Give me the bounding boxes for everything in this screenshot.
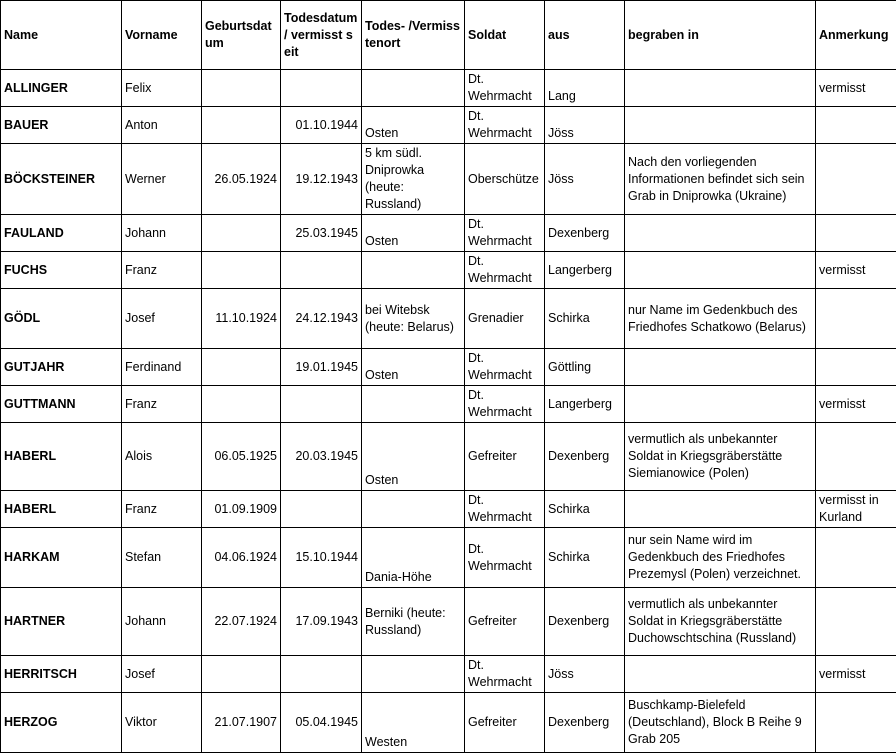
cell-soldat: Dt. Wehrmacht <box>465 215 545 252</box>
cell-begraben <box>625 215 816 252</box>
header-begraben: begraben in <box>625 1 816 70</box>
cell-soldat: Dt. Wehrmacht <box>465 528 545 588</box>
cell-aus: Lang <box>545 70 625 107</box>
table-row <box>1 107 896 144</box>
cell-aus: Langerberg <box>545 386 625 423</box>
cell-ort <box>362 70 465 107</box>
cell-aus: Jöss <box>545 107 625 144</box>
cell-begraben <box>625 252 816 289</box>
cell-geburt <box>202 656 281 693</box>
cell-geburt <box>202 349 281 386</box>
header-row <box>1 1 896 70</box>
cell-vorname: Viktor <box>122 693 202 753</box>
cell-ort: bei Witebsk (heute: Belarus) <box>362 289 465 349</box>
cell-soldat: Dt. Wehrmacht <box>465 107 545 144</box>
cell-vorname: Josef <box>122 289 202 349</box>
cell-begraben: nur sein Name wird im Gedenkbuch des Friedhofes Prezemysl (Polen) verzeichnet. <box>625 528 816 588</box>
cell-name: HABERL <box>1 491 122 528</box>
cell-vorname: Anton <box>122 107 202 144</box>
cell-name: GUTTMANN <box>1 386 122 423</box>
cell-name: GUTJAHR <box>1 349 122 386</box>
cell-geburt: 04.06.1924 <box>202 528 281 588</box>
table-row <box>1 423 896 491</box>
cell-anmerkung <box>816 528 896 588</box>
cell-begraben <box>625 656 816 693</box>
cell-soldat: Dt. Wehrmacht <box>465 349 545 386</box>
cell-aus: Göttling <box>545 349 625 386</box>
cell-geburt: 01.09.1909 <box>202 491 281 528</box>
cell-tod: 25.03.1945 <box>281 215 362 252</box>
table-row <box>1 215 896 252</box>
cell-geburt: 21.07.1907 <box>202 693 281 753</box>
header-soldat: Soldat <box>465 1 545 70</box>
table-row <box>1 144 896 215</box>
cell-ort: Osten <box>362 107 465 144</box>
cell-tod <box>281 656 362 693</box>
cell-vorname: Johann <box>122 588 202 656</box>
cell-tod: 05.04.1945 <box>281 693 362 753</box>
cell-ort <box>362 656 465 693</box>
cell-tod: 17.09.1943 <box>281 588 362 656</box>
cell-name: HERRITSCH <box>1 656 122 693</box>
cell-name: FUCHS <box>1 252 122 289</box>
header-vorname: Vorname <box>122 1 202 70</box>
cell-begraben <box>625 349 816 386</box>
cell-begraben <box>625 491 816 528</box>
table-row <box>1 528 896 588</box>
cell-geburt: 26.05.1924 <box>202 144 281 215</box>
cell-name: FAULAND <box>1 215 122 252</box>
cell-soldat: Gefreiter <box>465 423 545 491</box>
cell-ort: 5 km südl. Dniprowka (heute: Russland) <box>362 144 465 215</box>
cell-anmerkung <box>816 289 896 349</box>
cell-ort <box>362 252 465 289</box>
cell-ort: Berniki (heute: Russland) <box>362 588 465 656</box>
cell-ort: Osten <box>362 423 465 491</box>
header-todesort: Todes- /Vermisstenort <box>362 1 465 70</box>
cell-aus: Dexenberg <box>545 215 625 252</box>
cell-anmerkung <box>816 423 896 491</box>
cell-name: BAUER <box>1 107 122 144</box>
header-anmerkung: Anmerkung <box>816 1 896 70</box>
cell-soldat: Gefreiter <box>465 588 545 656</box>
cell-geburt: 22.07.1924 <box>202 588 281 656</box>
cell-geburt <box>202 107 281 144</box>
cell-soldat: Dt. Wehrmacht <box>465 656 545 693</box>
cell-soldat: Oberschütze <box>465 144 545 215</box>
cell-anmerkung <box>816 144 896 215</box>
cell-tod <box>281 70 362 107</box>
table-row <box>1 386 896 423</box>
cell-aus: Jöss <box>545 144 625 215</box>
cell-aus: Dexenberg <box>545 423 625 491</box>
cell-geburt <box>202 215 281 252</box>
cell-name: ALLINGER <box>1 70 122 107</box>
table-row <box>1 349 896 386</box>
cell-ort: Osten <box>362 349 465 386</box>
cell-soldat: Dt. Wehrmacht <box>465 386 545 423</box>
cell-vorname: Johann <box>122 215 202 252</box>
cell-soldat: Dt. Wehrmacht <box>465 491 545 528</box>
cell-begraben <box>625 107 816 144</box>
cell-tod: 24.12.1943 <box>281 289 362 349</box>
cell-aus: Jöss <box>545 656 625 693</box>
cell-soldat: Dt. Wehrmacht <box>465 252 545 289</box>
table-row <box>1 70 896 107</box>
cell-tod: 19.12.1943 <box>281 144 362 215</box>
cell-geburt <box>202 70 281 107</box>
cell-ort: Westen <box>362 693 465 753</box>
cell-anmerkung: vermisst <box>816 252 896 289</box>
cell-begraben: Buschkamp-Bielefeld (Deutschland), Block B Reihe 9 Grab 205 <box>625 693 816 753</box>
table-row <box>1 491 896 528</box>
cell-begraben: Nach den vorliegenden Informationen befindet sich sein Grab in Dniprowka (Ukraine) <box>625 144 816 215</box>
cell-vorname: Franz <box>122 386 202 423</box>
cell-begraben: vermutlich als unbekannter Soldat in Kriegsgräberstätte Duchowschtschina (Russland) <box>625 588 816 656</box>
cell-aus: Dexenberg <box>545 588 625 656</box>
table-row <box>1 252 896 289</box>
cell-ort <box>362 491 465 528</box>
cell-vorname: Josef <box>122 656 202 693</box>
cell-aus: Schirka <box>545 528 625 588</box>
cell-name: BÖCKSTEINER <box>1 144 122 215</box>
header-todesdatum: Todesdatum / vermisst seit <box>281 1 362 70</box>
cell-vorname: Franz <box>122 252 202 289</box>
table-row <box>1 588 896 656</box>
table-row <box>1 289 896 349</box>
cell-name: HERZOG <box>1 693 122 753</box>
cell-name: GÖDL <box>1 289 122 349</box>
cell-anmerkung: vermisst <box>816 386 896 423</box>
cell-tod: 15.10.1944 <box>281 528 362 588</box>
table-row <box>1 656 896 693</box>
cell-geburt <box>202 386 281 423</box>
cell-anmerkung: vermisst in Kurland <box>816 491 896 528</box>
cell-name: HARKAM <box>1 528 122 588</box>
cell-soldat: Dt. Wehrmacht <box>465 70 545 107</box>
cell-tod: 20.03.1945 <box>281 423 362 491</box>
cell-begraben <box>625 386 816 423</box>
cell-tod <box>281 386 362 423</box>
cell-anmerkung: vermisst <box>816 656 896 693</box>
cell-vorname: Werner <box>122 144 202 215</box>
cell-vorname: Stefan <box>122 528 202 588</box>
cell-name: HARTNER <box>1 588 122 656</box>
cell-begraben <box>625 70 816 107</box>
cell-aus: Schirka <box>545 289 625 349</box>
cell-ort <box>362 386 465 423</box>
cell-begraben: vermutlich als unbekannter Soldat in Kriegsgräberstätte Siemianowice (Polen) <box>625 423 816 491</box>
cell-aus: Langerberg <box>545 252 625 289</box>
cell-tod: 01.10.1944 <box>281 107 362 144</box>
cell-name: HABERL <box>1 423 122 491</box>
table-row <box>1 693 896 753</box>
cell-geburt <box>202 252 281 289</box>
cell-anmerkung <box>816 588 896 656</box>
cell-aus: Schirka <box>545 491 625 528</box>
header-aus: aus <box>545 1 625 70</box>
cell-geburt: 11.10.1924 <box>202 289 281 349</box>
cell-vorname: Ferdinand <box>122 349 202 386</box>
header-name: Name <box>1 1 122 70</box>
cell-geburt: 06.05.1925 <box>202 423 281 491</box>
cell-aus: Dexenberg <box>545 693 625 753</box>
cell-anmerkung: vermisst <box>816 70 896 107</box>
cell-soldat: Gefreiter <box>465 693 545 753</box>
header-geburtsdatum: Geburtsdatum <box>202 1 281 70</box>
cell-tod: 19.01.1945 <box>281 349 362 386</box>
cell-ort: Dania-Höhe <box>362 528 465 588</box>
cell-anmerkung <box>816 349 896 386</box>
cell-vorname: Felix <box>122 70 202 107</box>
cell-anmerkung <box>816 693 896 753</box>
cell-begraben: nur Name im Gedenkbuch des Friedhofes Schatkowo (Belarus) <box>625 289 816 349</box>
cell-tod <box>281 491 362 528</box>
cell-anmerkung <box>816 215 896 252</box>
cell-anmerkung <box>816 107 896 144</box>
cell-vorname: Alois <box>122 423 202 491</box>
cell-vorname: Franz <box>122 491 202 528</box>
cell-ort: Osten <box>362 215 465 252</box>
cell-soldat: Grenadier <box>465 289 545 349</box>
cell-tod <box>281 252 362 289</box>
